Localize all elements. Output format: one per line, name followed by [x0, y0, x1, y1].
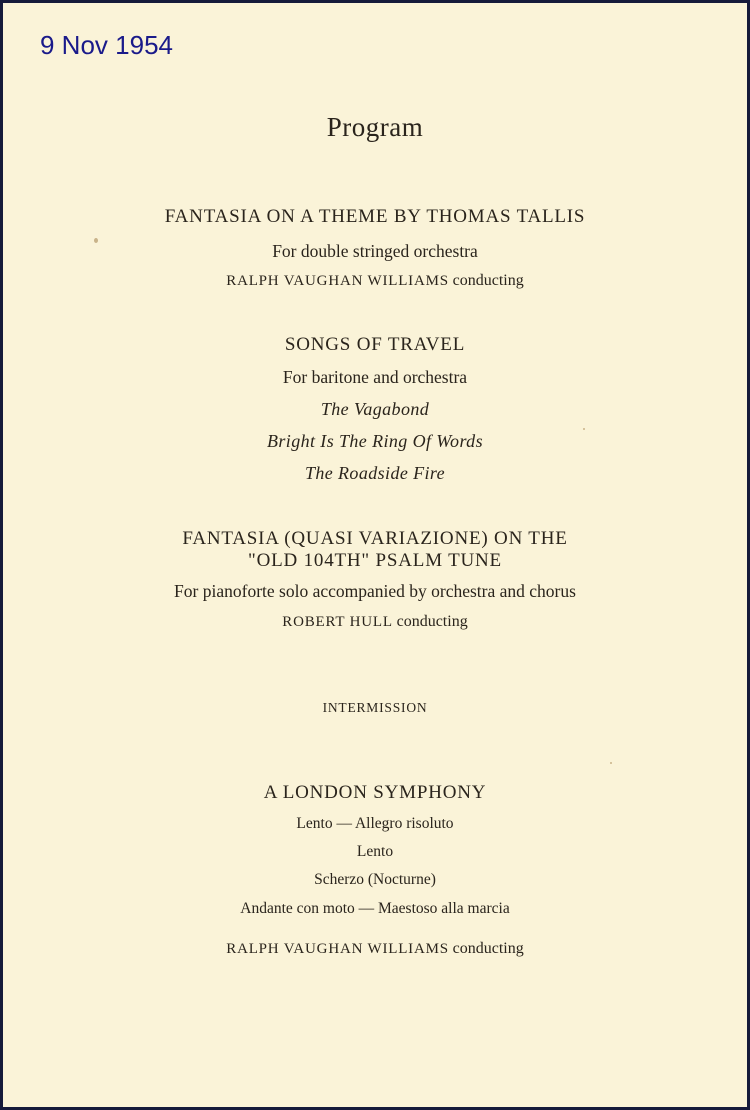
- date-stamp: 9 Nov 1954: [40, 30, 173, 60]
- intermission-label: INTERMISSION: [322, 700, 428, 715]
- conductor-word: conducting: [396, 613, 468, 630]
- song-title: The Vagabond: [320, 399, 430, 419]
- work-description-tallis: For double stringed orchestra: [272, 241, 478, 261]
- paper-speck: [583, 428, 585, 430]
- work-title-old-104th-line2: "OLD 104TH" PSALM TUNE: [248, 550, 502, 571]
- conductor-name: RALPH VAUGHAN WILLIAMS: [226, 273, 449, 289]
- conductor-credit-london-symphony: [0, 940, 750, 958]
- conductor-word: conducting: [452, 940, 524, 957]
- work-description-songs-of-travel: For baritone and orchestra: [282, 367, 468, 387]
- page-title: Program: [326, 112, 424, 142]
- conductor-credit-old-104th: [0, 613, 750, 631]
- symphony-movement: Andante con moto — Maestoso alla marcia: [240, 900, 510, 917]
- paper-speck: [610, 762, 612, 764]
- song-title: The Roadside Fire: [304, 463, 446, 483]
- symphony-movement: Lento: [356, 843, 394, 860]
- work-title-tallis: FANTASIA ON A THEME BY THOMAS TALLIS: [164, 206, 586, 227]
- symphony-movement: Scherzo (Nocturne): [314, 871, 436, 888]
- work-title-songs-of-travel: SONGS OF TRAVEL: [284, 334, 466, 355]
- work-title-london-symphony: A LONDON SYMPHONY: [263, 782, 487, 803]
- conductor-credit-tallis: [0, 272, 750, 290]
- conductor-name: ROBERT HULL: [282, 614, 393, 630]
- conductor-name: RALPH VAUGHAN WILLIAMS: [226, 941, 449, 957]
- work-description-old-104th: For pianoforte solo accompanied by orchestra and chorus: [174, 581, 576, 601]
- conductor-word: conducting: [452, 272, 524, 289]
- song-title: Bright Is The Ring Of Words: [267, 431, 483, 451]
- symphony-movement: Lento — Allegro risoluto: [296, 815, 454, 832]
- work-title-old-104th-line1: FANTASIA (QUASI VARIAZIONE) ON THE: [182, 528, 568, 549]
